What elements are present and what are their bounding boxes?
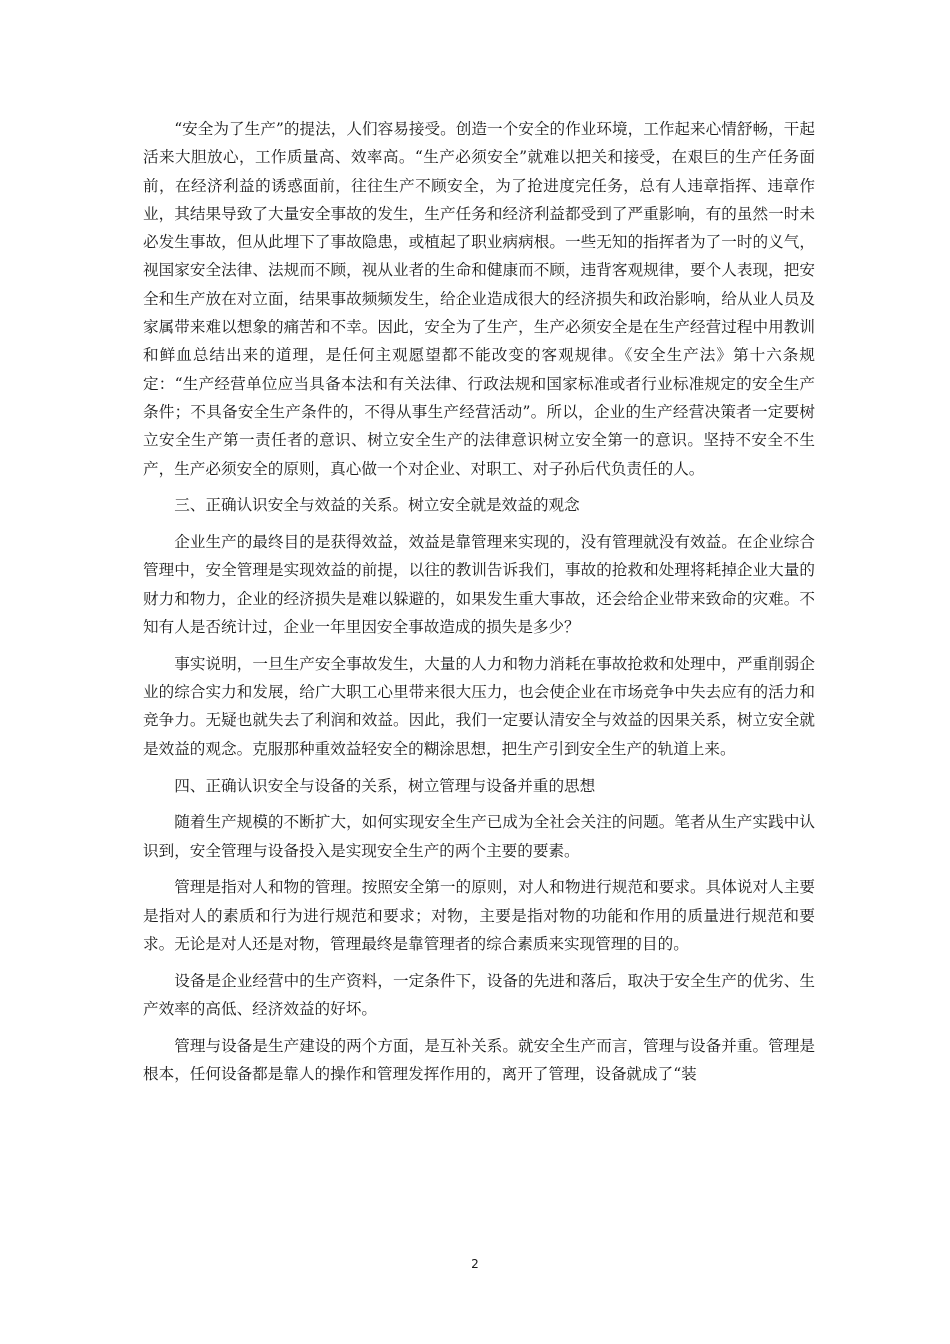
paragraph-management: 管理是指对人和物的管理。按照安全第一的原则，对人和物进行规范和要求。具体说对人主要是指对人的素质和行为进行规范和要求；对物，主要是指对物的功能和作用的质量进行规范和要求。无论是对人还是对物，管理最终是靠管理者的综合素质来实现管理的目的。 [143,878,815,954]
paragraph-equipment: 设备是企业经营中的生产资料，一定条件下，设备的先进和落后，取决于安全生产的优劣、生产效率的高低、经济效益的好坏。 [143,971,815,1019]
paragraph-safety-production: “安全为了生产”的提法，人们容易接受。创造一个安全的作业环境，工作起来心情舒畅，干起活来大胆放心，工作质量高、效率高。“生产必须安全”就难以把关和接受，在艰巨的生产任务面前，在经济利益的诱惑面前，往往生产不顾安全，为了抢进度完任务，总有人违章指挥、违章作业，其结果导致了大量安全事故的发生，生产任务和经济利益都受到了严重影响，有的虽然一时未必发生事故，但从此埋下了事故隐患，或植起了职业病病根。一些无知的指挥者为了一时的义气，视国家安全法律、法规而不顾，视从业者的生命和健康而不顾，违背客观规律，要个人表现，把安全和生产放在对立面，结果事故频频发生，给企业造成很大的经济损失和政治影响，给从业人员及家属带来难以想象的痛苦和不幸。因此，安全为了生产，生产必须安全是在生产经营过程中用教训和鲜血总结出来的道理，是任何主观愿望都不能改变的客观规律。《安全生产法》第十六条规定：“生产经营单位应当具备本法和有关法律、行政法规和国家标准或者行业标准规定的安全生产条件；不具备安全生产条件的，不得从事生产经营活动”。所以，企业的生产经营决策者一定要树立安全生产第一责任者的意识、树立安全生产的法律意识树立安全第一的意识。坚持不安全不生产，生产必须安全的原则，真心做一个对企业、对职工、对子孙后代负责任的人。 [143,120,815,478]
body-text [143,115,815,1097]
paragraph-management-equipment: 管理与设备是生产建设的两个方面，是互补关系。就安全生产而言，管理与设备并重。管理是根本，任何设备都是靠人的操作和管理发挥作用的，离开了管理，设备就成了“装 [143,1036,815,1084]
paragraph-efficiency: 企业生产的最终目的是获得效益，效益是靠管理来实现的，没有管理就没有效益。在企业综合管理中，安全管理是实现效益的前提，以往的教训告诉我们，事故的抢救和处理将耗掉企业大量的财力和物力，企业的经济损失是难以躲避的，如果发生重大事故，还会给企业带来致命的灾难。不知有人是否统计过，企业一年里因安全事故造成的损失是多少？ [143,533,815,637]
section-heading-4: 四、正确认识安全与设备的关系，树立管理与设备并重的思想 [174,776,596,795]
page-number: 2 [471,1257,479,1271]
section-heading-3: 三、正确认识安全与效益的关系。树立安全就是效益的观念 [174,496,580,515]
paragraph-scale: 随着生产规模的不断扩大，如何实现安全生产已成为全社会关注的问题。笔者从生产实践中认识到，安全管理与设备投入是实现安全生产的两个主要的要素。 [143,813,815,860]
paragraph-facts: 事实说明，一旦生产安全事故发生，大量的人力和物力消耗在事故抢救和处理中，严重削弱企业的综合实力和发展，给广大职工心里带来很大压力，也会使企业在市场竞争中失去应有的活力和竞争力。无疑也就失去了利润和效益。因此，我们一定要认清安全与效益的因果关系，树立安全就是效益的观念。克服那种重效益轻安全的糊涂思想，把生产引到安全生产的轨道上来。 [143,654,815,758]
